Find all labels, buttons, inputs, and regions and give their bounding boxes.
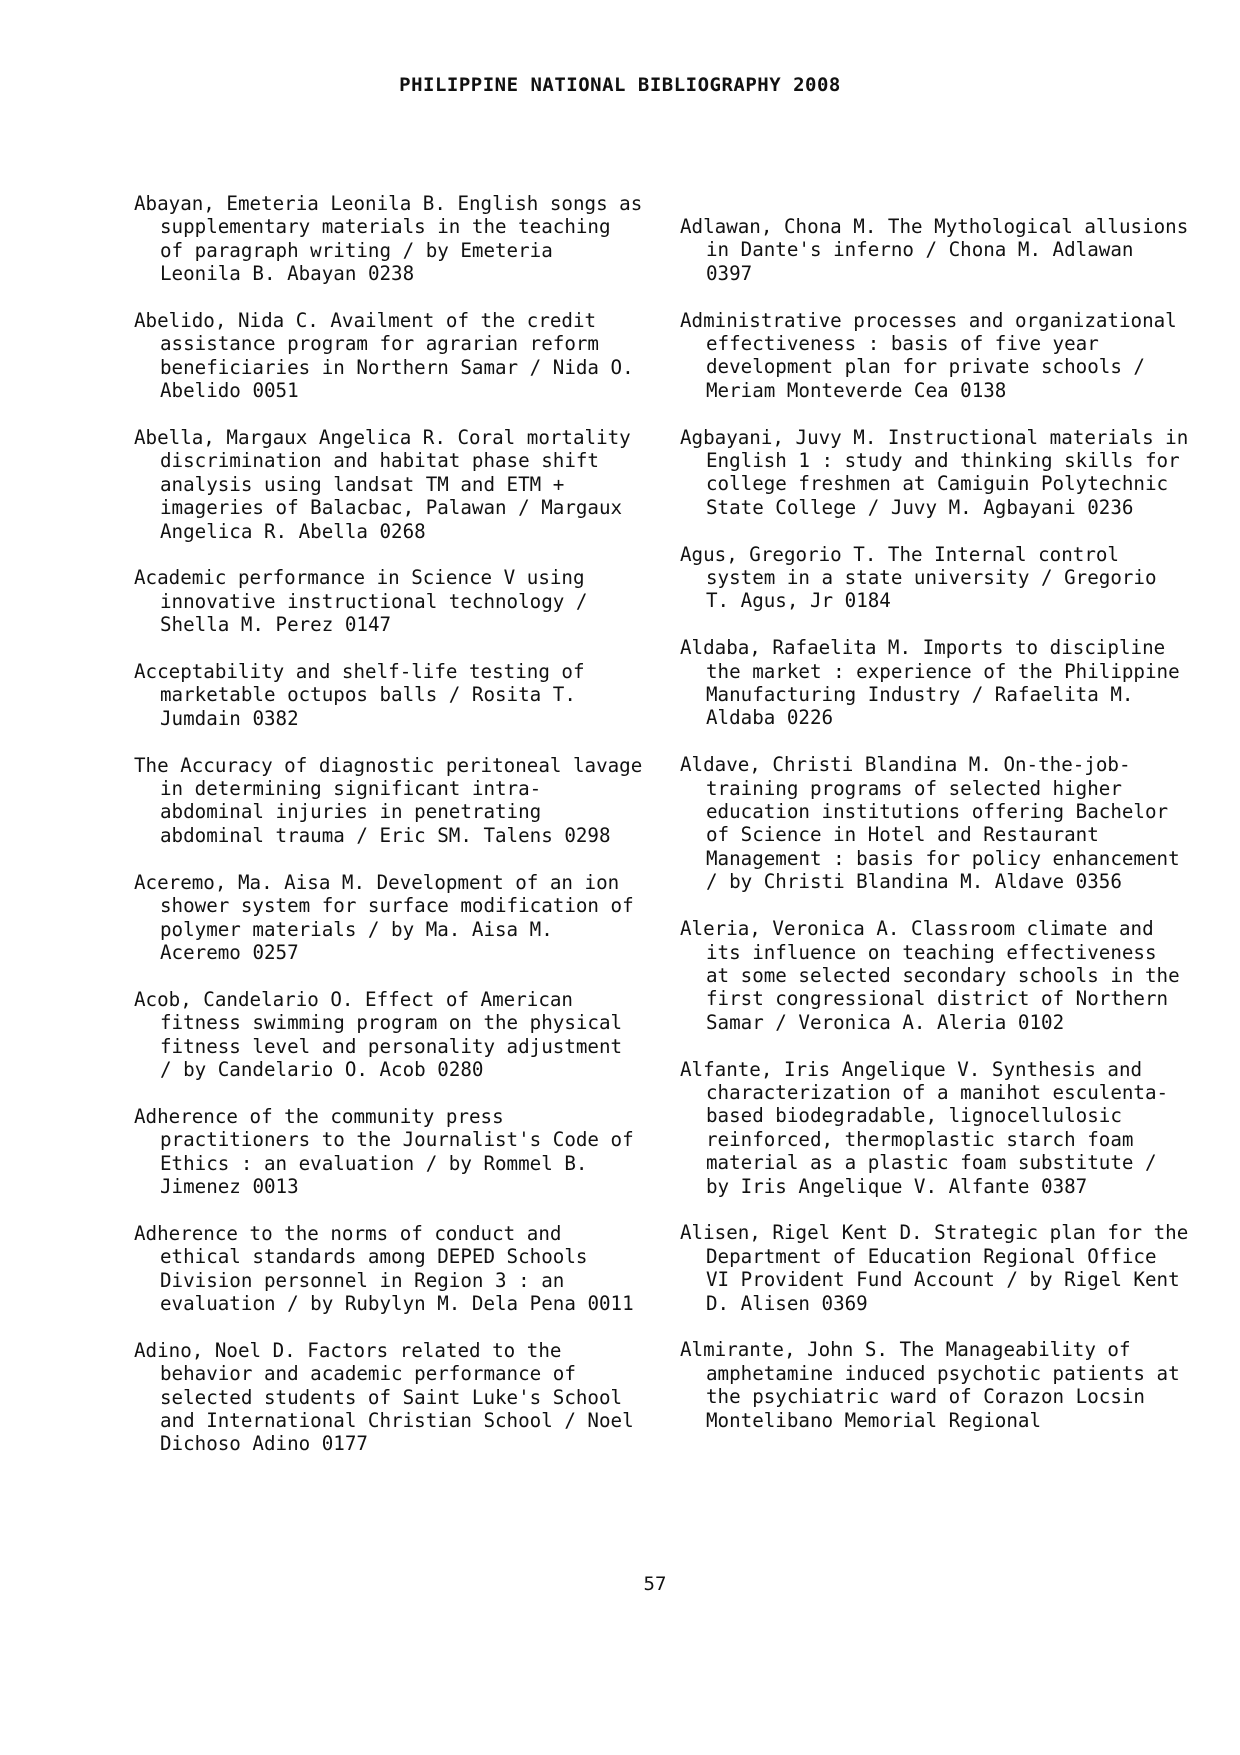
right-column <box>680 215 1190 1455</box>
bibliography-entry <box>680 753 1190 893</box>
entry-text: Academic performance in Science V using innovative instructional technology / Shella M. Perez <box>134 566 588 637</box>
entry-number: 0051 <box>252 379 299 403</box>
entry-number: 0184 <box>844 589 891 613</box>
entry-number: 0147 <box>344 613 392 637</box>
entry-text: Aldaba, Rafaelita M. Imports to discipline the market : experience of the Philippine Manufacturing Industry / Rafaelita M. Aldaba <box>680 636 1180 730</box>
page-title: PHILIPPINE NATIONAL BIBLIOGRAPHY 2008 <box>399 74 841 96</box>
entry-text: Abelido, Nida C. Availment of the credit assistance program for agrarian reform beneficiaries in Northern Samar / Nida O. Abelido <box>134 309 634 403</box>
entry-text: Adlawan, Chona M. The Mythological allusions in Dante's inferno / Chona M. Adlawan <box>680 215 1189 262</box>
entry-number: 0102 <box>1017 1010 1065 1034</box>
bibliography-entry <box>680 215 1190 285</box>
entry-number: 0280 <box>437 1057 484 1081</box>
bibliography-entry <box>680 1058 1190 1198</box>
bibliography-entry <box>134 1339 644 1456</box>
bibliography-entry <box>680 426 1190 520</box>
bibliography-entry <box>680 309 1190 403</box>
bibliography-entry <box>680 917 1190 1034</box>
bibliography-entry <box>680 636 1190 730</box>
bibliography-entry <box>680 543 1190 613</box>
entry-number: 0257 <box>252 940 299 964</box>
entry-text: Adherence to the norms of conduct and ethical standards among DEPED Schools Division personnel in Region 3 : an evaluation / by Rubylyn M. Dela Pena <box>134 1221 588 1315</box>
entry-number: 0356 <box>1075 870 1122 894</box>
entry-text: Adino, Noel D. Factors related to the behavior and academic performance of selected students of Saint Luke's School and International Christian School / Noel Dichoso Adino <box>134 1338 634 1456</box>
entry-text: Aceremo, Ma. Aisa M. Development of an ion shower system for surface modification of polymer materials / by Ma. Aisa M. Aceremo <box>134 870 634 964</box>
entry-text: Acob, Candelario O. Effect of American fitness swimming program on the physical fitness level and personality adjustment / by Candelario O. Acob <box>134 987 623 1081</box>
bibliography-entry <box>134 309 644 403</box>
bibliography-entry <box>134 988 644 1082</box>
entry-number: 0268 <box>379 519 426 543</box>
entry-text: Almirante, John S. The Manageability of amphetamine induced psychotic patients at the psychiatric ward of Corazon Locsin Montelibano Memorial Regional <box>680 1338 1180 1432</box>
bibliography-entry <box>134 426 644 543</box>
entry-number: 0238 <box>367 262 415 286</box>
entry-text: Administrative processes and organizational effectiveness : basis of five year development plan for private schools / Meriam Monteverde Cea <box>680 308 1177 402</box>
entry-number: 0013 <box>252 1174 299 1198</box>
entry-number: 0177 <box>321 1432 368 1456</box>
entry-number: 0397 <box>706 261 753 285</box>
entry-text: The Accuracy of diagnostic peritoneal lavage in determining significant intra-abdominal injuries in penetrating abdominal trauma / Eric SM. Talens <box>134 753 643 847</box>
entry-text: Acceptability and shelf-life testing of marketable octupos balls / Rosita T. Jumdain <box>134 660 585 730</box>
bibliography-entry <box>134 660 644 730</box>
entry-text: Aldave, Christi Blandina M. On-the-job-training programs of selected higher education institutions offering Bachelor of Science in Hotel and Restaurant Management : basis for policy enhancement / by Christi Blandina M. Aldave <box>680 753 1180 894</box>
entry-text: Abella, Margaux Angelica R. Coral mortality discrimination and habitat phase shift analysis using landsat TM and ETM + imageries of Balacbac, Palawan / Margaux Angelica R. Abella <box>134 426 631 543</box>
entry-number: 0138 <box>960 378 1007 402</box>
entry-text: Adherence of the community press practitioners to the Journalist's Code of Ethics : an evaluation / by Rommel B. Jimenez <box>134 1104 634 1198</box>
entry-text: Agbayani, Juvy M. Instructional materials in English 1 : study and thinking skills for college freshmen at Camiguin Polytechnic State College / Juvy M. Agbayani <box>680 425 1189 519</box>
entry-number: 0298 <box>564 823 611 847</box>
entry-number: 0369 <box>821 1291 868 1315</box>
entry-text: Agus, Gregorio T. The Internal control system in a state university / Gregorio T. Agus, Jr <box>680 542 1157 613</box>
bibliography-entry <box>680 1338 1190 1432</box>
left-column <box>134 192 644 1479</box>
bibliography-entry <box>134 871 644 965</box>
bibliography-entry <box>134 566 644 636</box>
entry-text: Alfante, Iris Angelique V. Synthesis and characterization of a manihot esculenta-based biodegradable, lignocellulosic reinforced, thermoplastic starch foam material as a plastic foam substitute / by Iris Angelique V. Alfante <box>680 1057 1169 1198</box>
entry-number: 0226 <box>786 706 834 730</box>
entry-text: Abayan, Emeteria Leonila B. English songs as supplementary materials in the teaching of paragraph writing / by Emeteria Leonila B. Abayan <box>134 192 643 286</box>
bibliography-entry <box>134 1105 644 1199</box>
bibliography-entry <box>134 754 644 848</box>
bibliography-entry <box>134 192 644 286</box>
entry-text: Alisen, Rigel Kent D. Strategic plan for the Department of Education Regional Office VI Provident Fund Account / by Rigel Kent D. Alisen <box>680 1221 1189 1315</box>
bibliography-entry <box>680 1221 1190 1315</box>
page-number: 57 <box>643 1573 667 1595</box>
bibliography-entry <box>134 1222 644 1316</box>
entry-number: 0236 <box>1087 495 1134 519</box>
entry-number: 0387 <box>1041 1174 1088 1198</box>
entry-number: 0382 <box>252 706 299 730</box>
entry-number: 0011 <box>587 1291 634 1315</box>
entry-text: Aleria, Veronica A. Classroom climate and its influence on teaching effectiveness at some selected secondary schools in the first congressional district of Northern Samar / Veronica A. Aleria <box>680 917 1180 1034</box>
